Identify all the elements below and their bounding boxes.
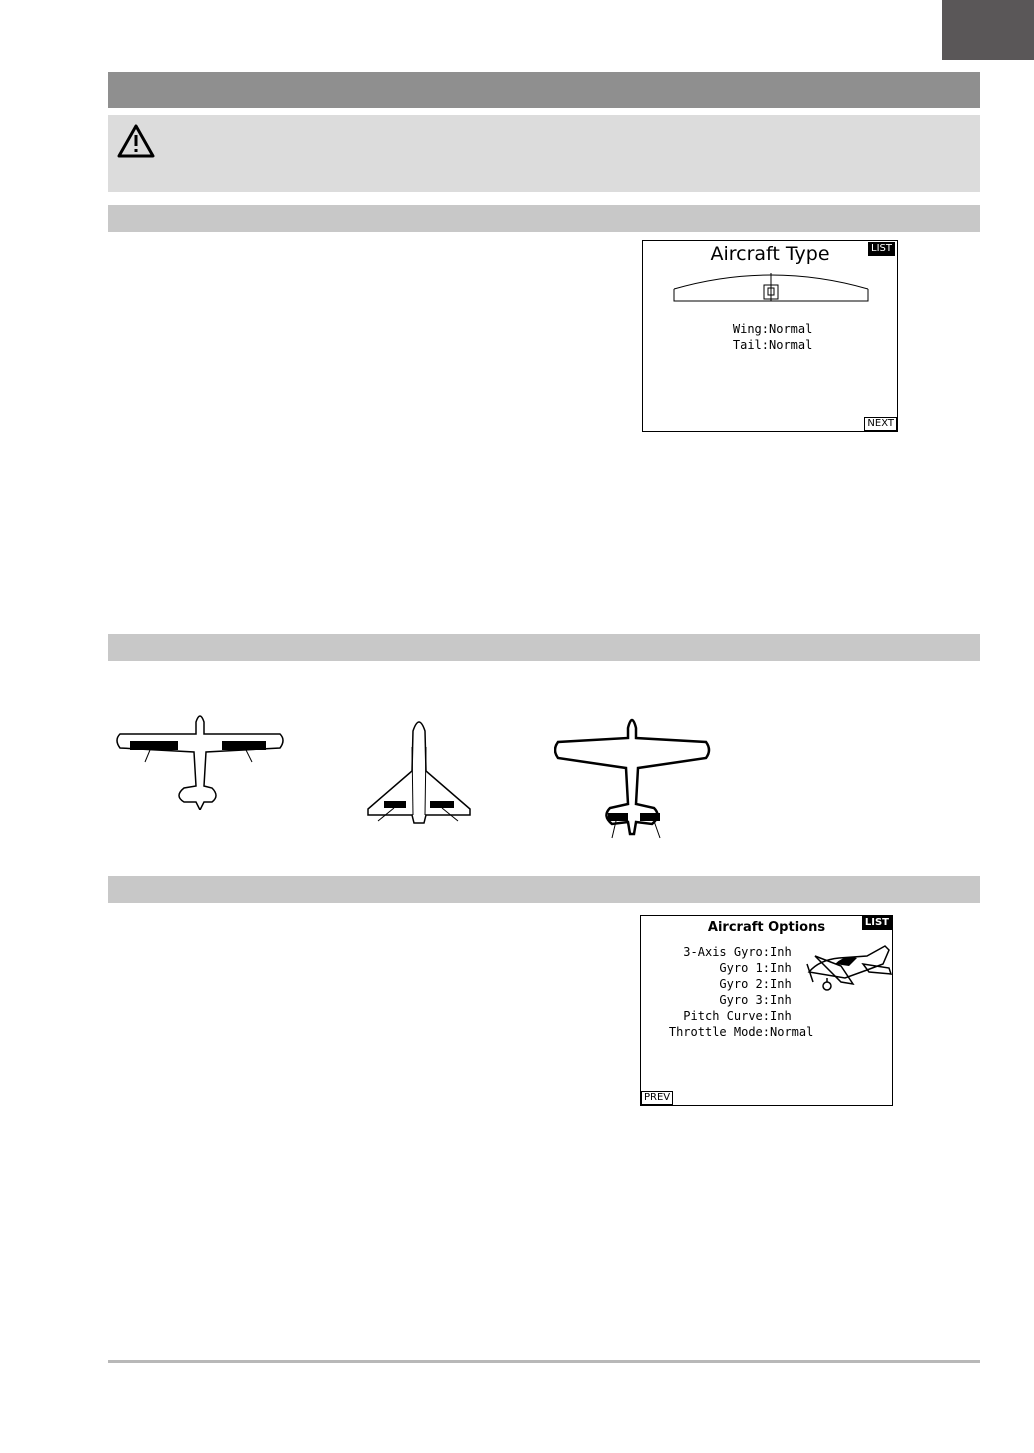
option-value: Inh <box>770 961 792 975</box>
tail-label: Tail: <box>732 338 769 352</box>
v-tail-airplane-icon <box>554 712 714 842</box>
wing-label: Wing: <box>732 322 769 336</box>
next-button[interactable]: NEXT <box>864 417 897 431</box>
tail-row <box>703 337 812 353</box>
options-row <box>645 960 792 976</box>
prev-button[interactable]: PREV <box>641 1091 673 1105</box>
options-row <box>645 992 792 1008</box>
option-label: Gyro 2: <box>719 977 770 991</box>
section-bar-aircraft-options <box>108 876 980 903</box>
option-label: Pitch Curve: <box>683 1009 770 1023</box>
options-row <box>645 1024 813 1040</box>
option-value: Normal <box>770 1025 814 1039</box>
corner-tab <box>942 0 1034 60</box>
normal-wing-airplane-icon <box>112 710 292 810</box>
options-row <box>645 976 792 992</box>
option-value: Inh <box>770 945 792 959</box>
aircraft-options-screen <box>640 915 893 1106</box>
option-label: Gyro 1: <box>719 961 770 975</box>
warning-box <box>108 115 980 192</box>
wing-icon <box>671 267 871 307</box>
options-row <box>645 1008 792 1024</box>
options-row <box>645 944 792 960</box>
tail-value: Normal <box>769 338 813 352</box>
title-bar <box>108 72 980 108</box>
warning-icon <box>116 123 156 159</box>
option-label: Gyro 3: <box>719 993 770 1007</box>
option-value: Inh <box>770 1009 792 1023</box>
section-bar-diagrams <box>108 634 980 661</box>
option-value: Inh <box>770 977 792 991</box>
option-label: Throttle Mode: <box>668 1025 770 1039</box>
list-button[interactable]: LIST <box>862 916 892 930</box>
screen-title: Aircraft Type <box>710 243 830 265</box>
screen-title: Aircraft Options <box>707 920 826 935</box>
list-button[interactable]: LIST <box>868 242 895 256</box>
section-bar-aircraft-type <box>108 205 980 232</box>
delta-wing-airplane-icon <box>366 717 472 825</box>
option-label: 3-Axis Gyro: <box>683 945 770 959</box>
wing-value: Normal <box>769 322 813 336</box>
option-value: Inh <box>770 993 792 1007</box>
wing-row <box>703 321 812 337</box>
footer-rule <box>108 1360 980 1363</box>
airplane-icon <box>805 942 893 998</box>
aircraft-type-screen <box>642 240 898 432</box>
